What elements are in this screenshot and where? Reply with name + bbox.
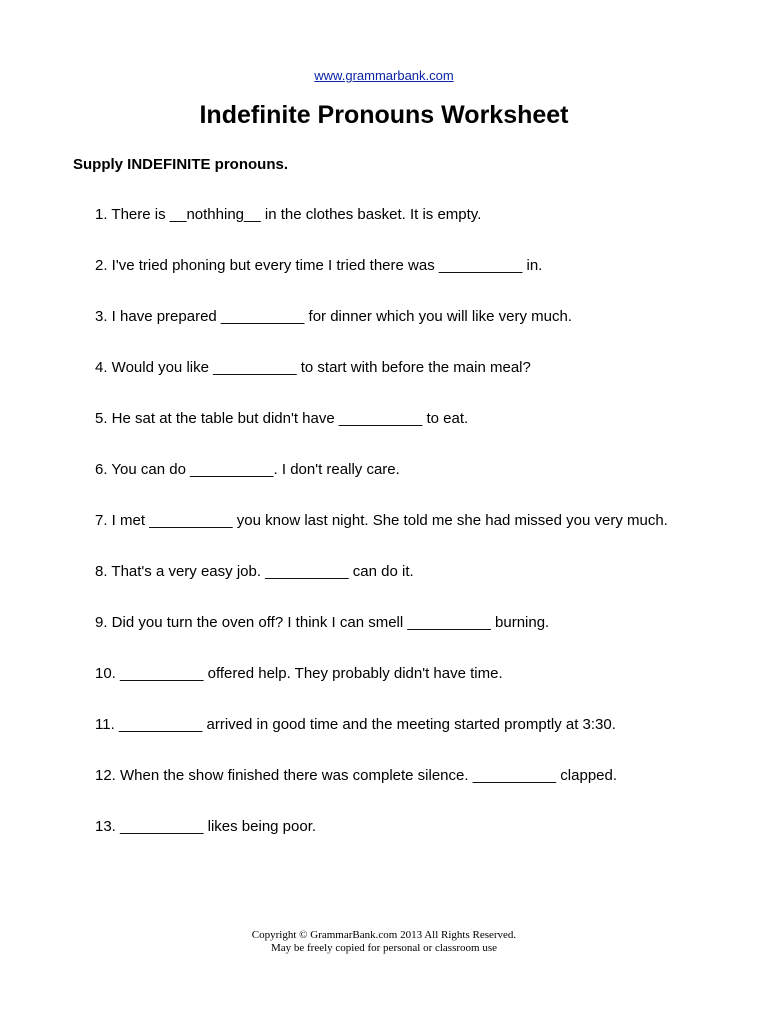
question-text-after: arrived in good time and the meeting started promptly at 3:30. [202,716,616,733]
question-item [95,663,668,714]
question-item [95,357,668,408]
footer-usage-line: May be freely copied for personal or classroom use [270,942,498,954]
answer-blank[interactable]: __________ [338,410,423,427]
answer-blank-filled[interactable]: __nothhing__ [169,206,261,223]
question-text-before: 10. [95,665,121,682]
answer-blank[interactable]: __________ [213,359,297,376]
question-item [95,510,668,561]
question-text-after: in the clothes basket. It is empty. [260,206,482,223]
answer-blank[interactable]: __________ [120,818,204,835]
answer-blank[interactable]: __________ [149,512,233,529]
question-text-after: likes being poor. [203,818,317,835]
answer-blank[interactable]: __________ [265,563,349,580]
answer-blank[interactable]: __________ [220,308,305,325]
site-link[interactable]: www.grammarbank.com [314,68,454,83]
answer-blank[interactable]: __________ [472,767,557,784]
footer-copyright-line: Copyright © GrammarBank.com 2013 All Rights Reserved. [251,929,517,941]
question-text-before: 5. He sat at the table but didn't have [95,410,339,427]
answer-blank[interactable]: __________ [118,716,203,733]
question-item [95,561,668,612]
question-text-before: 8. That's a very easy job. [95,563,266,580]
question-text-after: to eat. [422,410,469,427]
question-text-after: you know last night. She told me she had missed you very much. [232,512,668,529]
copyright-footer [0,929,768,955]
question-text-before: 7. I met [95,512,150,529]
question-text-after: for dinner which you will like very much. [304,308,572,325]
question-item [95,612,668,663]
answer-blank[interactable]: __________ [438,257,523,274]
question-text-after: in. [522,257,543,274]
question-text-before: 3. I have prepared [95,308,221,325]
question-text-before: 1. There is [95,206,170,223]
question-item [95,765,668,816]
question-text-after: . I don't really care. [273,461,400,478]
question-text-before: 4. Would you like [95,359,214,376]
question-item [95,255,668,306]
question-item [95,306,668,357]
question-item [95,204,668,255]
page-title: Indefinite Pronouns Worksheet [199,101,569,129]
question-text-before: 2. I've tried phoning but every time I tried there was [95,257,439,274]
question-text-before: 13. [95,818,121,835]
question-text-before: 12. When the show finished there was complete silence. [95,767,473,784]
question-item [95,408,668,459]
answer-blank[interactable]: __________ [190,461,274,478]
question-text-after: offered help. They probably didn't have time. [203,665,503,682]
question-item [95,459,668,510]
answer-blank[interactable]: __________ [407,614,491,631]
question-item [95,714,668,765]
answer-blank[interactable]: __________ [120,665,204,682]
question-text-before: 9. Did you turn the oven off? I think I can smell [95,614,408,631]
question-item [95,816,668,867]
question-text-before: 11. [95,716,119,733]
question-text-after: clapped. [556,767,618,784]
question-text-before: 6. You can do [95,461,191,478]
question-text-after: can do it. [348,563,414,580]
question-text-after: burning. [490,614,550,631]
question-text-after: to start with before the main meal? [296,359,531,376]
question-list [95,204,668,867]
instruction-text: Supply INDEFINITE pronouns. [73,156,288,173]
